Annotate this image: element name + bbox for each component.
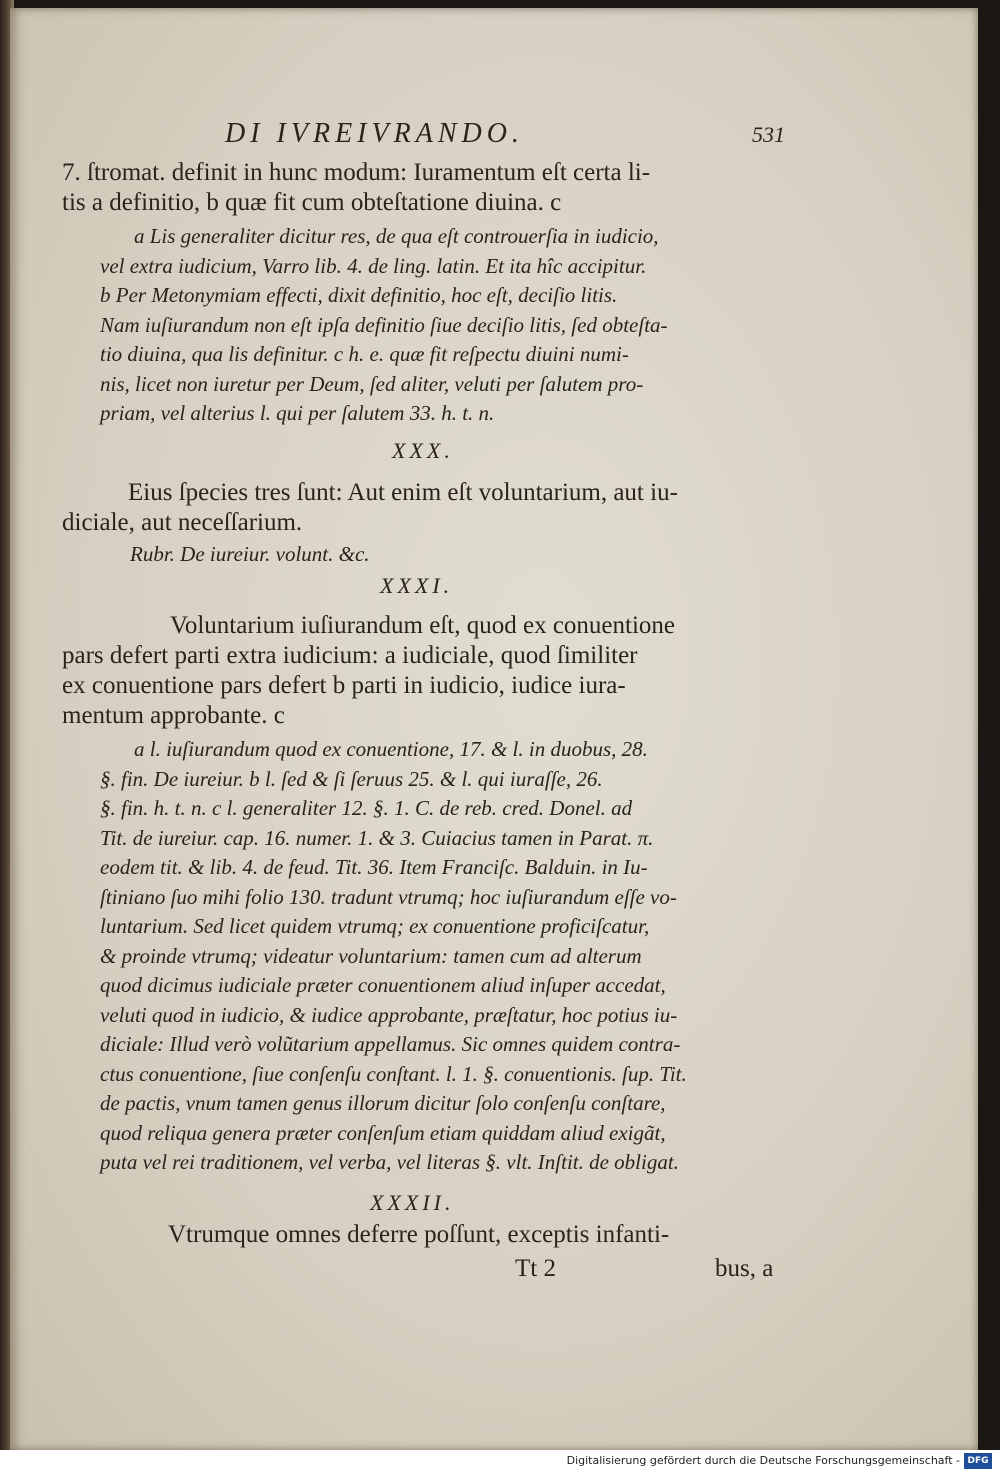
rubric: Rubr. De iureiur. volunt. &c.: [130, 542, 370, 566]
book-page: [10, 8, 978, 1450]
note-line: diciale: Illud verò volũtarium appellamus. Sic omnes quidem contra-: [100, 1032, 681, 1056]
text-line: 7. ſtromat. definit in hunc modum: Iuramentum eſt certa li-: [62, 159, 651, 186]
paragraph-3: [62, 611, 675, 731]
note-line: b Per Metonymiam effecti, dixit definitio, hoc eſt, deciſio litis.: [100, 283, 618, 307]
note-line: de pactis, vnum tamen genus illorum dicitur ſolo conſenſu conſtare,: [100, 1091, 666, 1115]
text-line: tis a definitio, b quæ fit cum obteſtatione diuina. c: [62, 189, 562, 216]
text-line: ex conuentione pars defert b parti in iudicio, iudice iura-: [62, 672, 626, 699]
text-line: pars defert parti extra iudicium: a iudiciale, quod ſimiliter: [62, 642, 638, 669]
note-line: ſtiniano ſuo mihi folio 130. tradunt vtrumq; hoc iuſiurandum eſſe vo-: [100, 884, 677, 909]
paragraph-2: [62, 478, 678, 538]
note-line: vel extra iudicium, Varro lib. 4. de ling. latin. Et ita hîc accipitur.: [100, 253, 647, 278]
note-line: priam, vel alterius l. qui per ſalutem 33. h. t. n.: [100, 401, 495, 425]
catchword: bus, a: [715, 1255, 774, 1282]
section-heading-30: XXX.: [392, 438, 454, 463]
page-number: 531: [752, 122, 785, 147]
note-line: quod reliqua genera præter conſenſum etiam quiddam aliud exigãt,: [100, 1120, 666, 1145]
note-line: nis, licet non iuretur per Deum, ſed aliter, veluti per ſalutem pro-: [100, 371, 644, 396]
text-line: Eius ſpecies tres ſunt: Aut enim eſt voluntarium, aut iu-: [128, 479, 678, 506]
note-line: & proinde vtrumq; videatur voluntarium: tamen cum ad alterum: [100, 943, 642, 968]
dfg-logo-icon: DFG: [964, 1453, 992, 1469]
section-heading-31: XXXI.: [380, 573, 454, 598]
note-line: tio diuina, qua lis definitur. c h. e. quæ fit reſpectu diuini numi-: [100, 342, 629, 366]
note-line: ctus conuentione, ſiue conſenſu conſtant. l. 1. §. conuentionis. ſup. Tit.: [100, 1061, 687, 1086]
note-line: quod dicimus iudiciale præter conuentionem aliud inſuper accedat,: [100, 973, 666, 997]
footer-credit: Digitalisierung gefördert durch die Deutsche Forschungsgemeinschaft -: [566, 1454, 960, 1467]
text-line: mentum approbante. c: [62, 702, 285, 729]
note-line: eodem tit. & lib. 4. de feud. Tit. 36. Item Franciſc. Balduin. in Iu-: [100, 855, 648, 879]
signature-mark: Tt 2: [515, 1255, 556, 1282]
text-line: Voluntarium iuſiurandum eſt, quod ex conuentione: [170, 612, 676, 639]
footnotes-2: [100, 735, 687, 1178]
running-header: DI IVREIVRANDO.: [225, 118, 524, 149]
note-line: Tit. de iureiur. cap. 16. numer. 1. & 3. Cuiacius tamen in Parat. π.: [100, 825, 654, 850]
note-line: §. fin. De iureiur. b l. ſed & ſi ſeruus 25. & l. qui iuraſſe, 26.: [100, 766, 603, 791]
note-line: a l. iuſiurandum quod ex conuentione, 17. & l. in duobus, 28.: [134, 737, 648, 761]
note-line: puta vel rei traditionem, vel verba, vel literas §. vlt. Inſtit. de obligat.: [100, 1150, 679, 1174]
note-line: luntarium. Sed licet quidem vtrumq; ex conuentione proficiſcatur,: [100, 914, 650, 938]
note-line: Nam iuſiurandum non eſt ipſa definitio ſiue deciſio litis, ſed obteſta-: [100, 312, 668, 337]
section-heading-32: XXXII.: [370, 1190, 455, 1215]
text-line: diciale, aut neceſſarium.: [62, 509, 303, 536]
paragraph-1: [62, 158, 650, 218]
note-line: a Lis generaliter dicitur res, de qua eſt controuerſia in iudicio,: [134, 224, 659, 248]
note-line: §. fin. h. t. n. c l. generaliter 12. §. 1. C. de reb. cred. Donel. ad: [100, 796, 633, 820]
footnotes-1: [100, 222, 668, 429]
note-line: veluti quod in iudicio, & iudice approbante, præſtatur, hoc potius iu-: [100, 1002, 678, 1027]
paragraph-4: Vtrumque omnes deferre poſſunt, exceptis infanti-: [168, 1221, 670, 1248]
footer-bar: [0, 1450, 1000, 1474]
